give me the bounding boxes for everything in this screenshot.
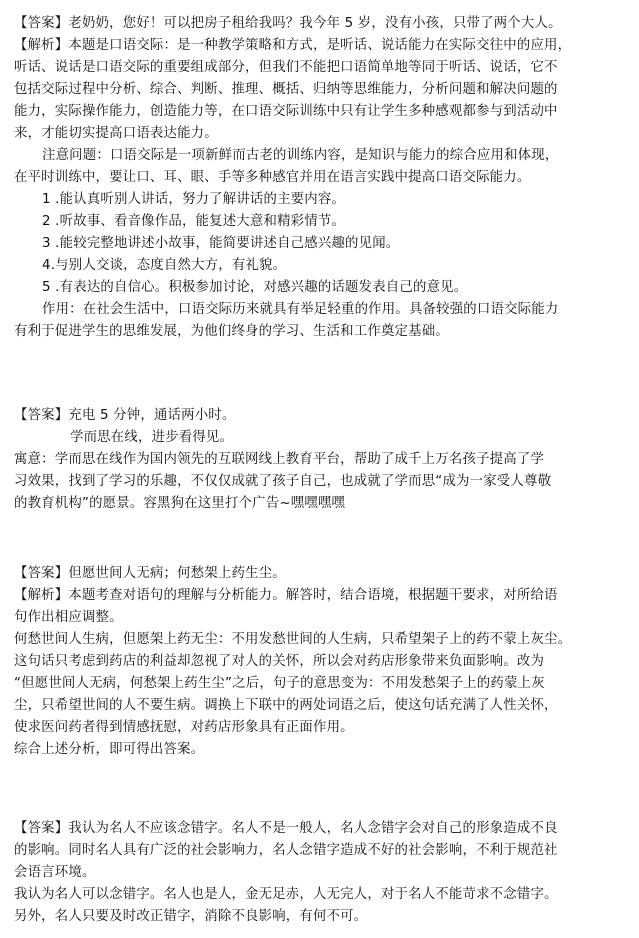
- list-item: 5 .有表达的自信心。积极参加讨论，对感兴趣的话题发表自己的意见。: [42, 280, 468, 295]
- analysis-line: 这句话只考虑到药店的利益却忽视了对人的关怀，所以会对药店形象带来负面影响。改为: [14, 654, 545, 669]
- answer-line: 的影响。同时名人具有广泛的社会影响力，名人念错字造成不好的社会影响，不利于规范社: [14, 843, 558, 858]
- analysis-line: 听话、说话是口语交际的重要组成部分，但我们不能把口语简单地等同于听话、说话，它不: [14, 60, 558, 75]
- answer-line: 【答案】但愿世间人无病；何愁架上药生尘。: [14, 566, 286, 581]
- analysis-line: 使求医问药者得到情感抚慰，对药店形象具有正面作用。: [14, 720, 354, 735]
- meaning-line: 寓意：学而思在线作为国内领先的互联网线上教育平台，帮助了成千上万名孩子提高了学: [14, 452, 545, 467]
- list-item: 2 .听故事、看音像作品，能复述大意和精彩情节。: [42, 214, 346, 229]
- analysis-line: 尘，只希望世间的人不要生病。调换上下联中的两处词语之后，使这句话充满了人性关怀，: [14, 698, 558, 713]
- analysis-line: 包括交际过程中分析、综合、判断、推理、概括、归纳等思维能力，分析问题和解决问题的: [14, 82, 558, 97]
- answer-section-1: [14, 13, 626, 343]
- list-item: 1 .能认真听别人讲话，努力了解讲话的主要内容。: [42, 192, 346, 207]
- answer-line: 会语言环境。: [14, 865, 96, 880]
- meaning-line: 的教育机构”的愿景。容黑狗在这里打个广告~嘿嘿嘿嘿: [14, 496, 346, 511]
- note-line: 在平时训练中，要让口、耳、眼、手等多种感官并用在语言实践中提高口语交际能力。: [14, 170, 531, 185]
- list-item: 4.与别人交谈，态度自然大方，有礼貌。: [42, 258, 287, 273]
- slogan-line: 学而思在线，进步看得见。: [70, 430, 234, 445]
- answer-line: 【答案】充电 5 分钟，通话两小时。: [14, 408, 236, 423]
- answer-line: 另外，名人只要及时改正错字，消除不良影响，有何不可。: [14, 909, 368, 924]
- analysis-line: 来，才能切实提高口语表达能力。: [14, 126, 218, 141]
- effect-line: 作用：在社会生活中，口语交际历来就具有举足轻重的作用。具备较强的口语交际能力: [42, 302, 559, 317]
- meaning-line: 习效果，找到了学习的乐趣，不仅仅成就了孩子自己，也成就了学而思“成为一家受人尊敬: [14, 474, 552, 489]
- conclusion-line: 综合上述分析，即可得出答案。: [14, 742, 205, 757]
- analysis-line: 能力，实际操作能力，创造能力等，在口语交际训练中只有让学生多种感观都参与到活动中: [14, 104, 558, 119]
- analysis-line: 何愁世间人生病，但愿架上药无尘：不用发愁世间的人生病，只希望架子上的药不蒙上灰尘。: [14, 632, 572, 647]
- answer-line: 【答案】老奶奶，您好！可以把房子租给我吗？我今年 5 岁，没有小孩，只带了两个大人。: [14, 16, 562, 31]
- analysis-line: 【解析】本题考查对语句的理解与分析能力。解答时，结合语境，根据题干要求，对所给语: [14, 588, 558, 603]
- answer-section-4: [14, 818, 626, 928]
- answer-section-3: [14, 563, 626, 761]
- answer-section-2: [14, 405, 626, 515]
- answer-line: 【答案】我认为名人不应该念错字。名人不是一般人，名人念错字会对自己的形象造成不良: [14, 821, 558, 836]
- note-line: 注意问题：口语交际是一项新鲜而古老的训练内容，是知识与能力的综合应用和体现，: [42, 148, 559, 163]
- effect-line: 有利于促进学生的思维发展，为他们终身的学习、生活和工作奠定基础。: [14, 324, 449, 339]
- analysis-line: 【解析】本题是口语交际：是一种教学策略和方式，是听话、说话能力在实际交往中的应用，: [14, 38, 572, 53]
- list-item: 3 .能较完整地讲述小故事，能简要讲述自己感兴趣的见闻。: [42, 236, 400, 251]
- analysis-line: 句作出相应调整。: [14, 610, 123, 625]
- analysis-line: “但愿世间人无病，何愁架上药生尘”之后，句子的意思变为：不用发愁架子上的药蒙上灰: [14, 676, 545, 691]
- answer-line: 我认为名人可以念错字。名人也是人，金无足赤，人无完人，对于名人不能苛求不念错字。: [14, 887, 558, 902]
